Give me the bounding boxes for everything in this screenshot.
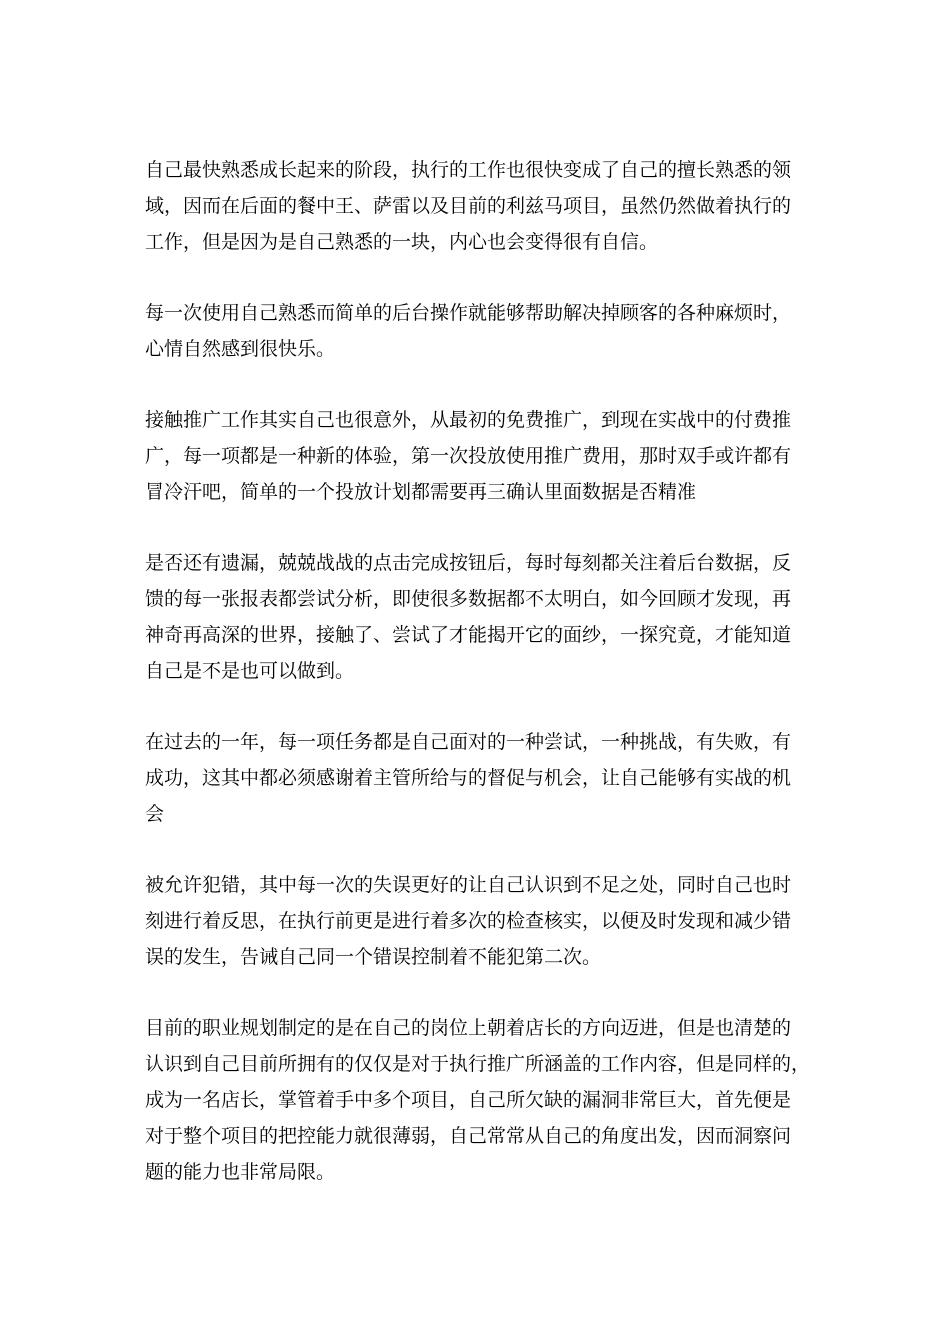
paragraph-line: 被允许犯错，其中每一次的失误更好的让自己认识到不足之处，同时自己也时 [145, 874, 792, 896]
paragraph-line: 工作，但是因为是自己熟悉的一块，内心也会变得很有自信。 [145, 231, 659, 253]
paragraph-line: 误的发生，告诫自己同一个错误控制着不能犯第二次。 [145, 946, 602, 968]
paragraph-2 [145, 295, 807, 367]
paragraph-line: 神奇再高深的世界，接触了、尝试了才能揭开它的面纱，一探究竟，才能知道 [145, 624, 792, 646]
paragraph-line: 自己是不是也可以做到。 [145, 660, 355, 682]
paragraph-4 [145, 545, 807, 689]
paragraph-line: 成为一名店长，掌管着手中多个项目，自己所欠缺的漏洞非常巨大，首先便是 [145, 1089, 792, 1111]
paragraph-line: 广，每一项都是一种新的体验，第一次投放使用推广费用，那时双手或许都有 [145, 445, 792, 467]
paragraph-line: 每一次使用自己熟悉而简单的后台操作就能够帮助解决掉顾客的各种麻烦时， [145, 302, 792, 324]
paragraph-line: 题的能力也非常局限。 [145, 1161, 336, 1183]
paragraph-6 [145, 867, 807, 975]
paragraph-line: 接触推广工作其实自己也很意外，从最初的免费推广，到现在实战中的付费推 [145, 409, 792, 431]
document-body [145, 152, 811, 1225]
paragraph-line: 自己最快熟悉成长起来的阶段，执行的工作也很快变成了自己的擅长熟悉的领 [145, 159, 792, 181]
paragraph-line: 目前的职业规划制定的是在自己的岗位上朝着店长的方向迈进，但是也清楚的 [145, 1017, 792, 1039]
paragraph-line: 会 [145, 803, 165, 825]
paragraph-line: 在过去的一年，每一项任务都是自己面对的一种尝试，一种挑战，有失败，有 [145, 731, 792, 753]
paragraph-line: 成功，这其中都必须感谢着主管所给与的督促与机会，让自己能够有实战的机 [145, 767, 792, 789]
paragraph-line: 刻进行着反思，在执行前更是进行着多次的检查核实，以便及时发现和减少错 [145, 910, 792, 932]
paragraph-1 [145, 152, 807, 260]
paragraph-line: 认识到自己目前所拥有的仅仅是对于执行推广所涵盖的工作内容，但是同样的， [145, 1053, 811, 1075]
paragraph-3 [145, 402, 807, 510]
paragraph-line: 冒冷汗吧，简单的一个投放计划都需要再三确认里面数据是否精准 [145, 481, 697, 503]
paragraph-line: 域，因而在后面的餐中王、萨雷以及目前的利兹马项目，虽然仍然做着执行的 [145, 195, 792, 217]
paragraph-line: 对于整个项目的把控能力就很薄弱，自己常常从自己的角度出发，因而洞察问 [145, 1125, 792, 1147]
paragraph-7 [145, 1010, 811, 1190]
paragraph-line: 馈的每一张报表都尝试分析，即使很多数据都不太明白，如今回顾才发现，再 [145, 588, 792, 610]
paragraph-5 [145, 724, 807, 832]
paragraph-line: 是否还有遗漏，兢兢战战的点击完成按钮后，每时每刻都关注着后台数据，反 [145, 552, 792, 574]
paragraph-line: 心情自然感到很快乐。 [145, 338, 336, 360]
